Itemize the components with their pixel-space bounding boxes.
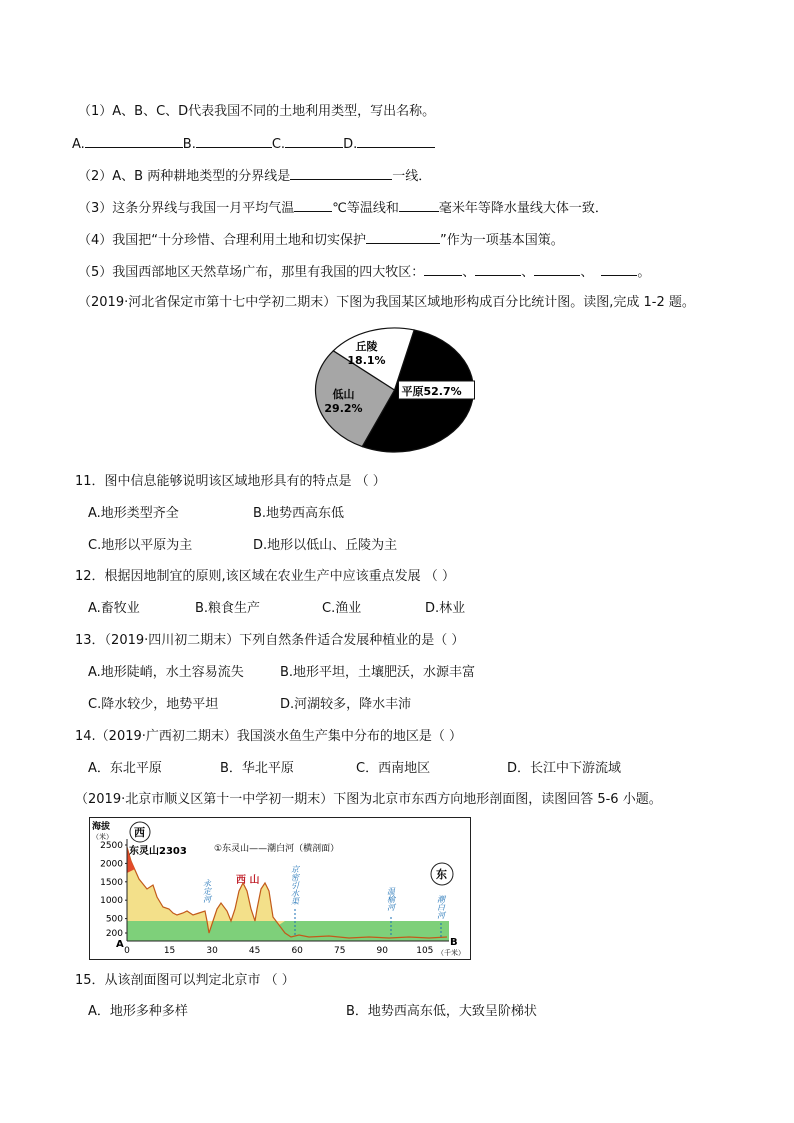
x-tick-label: 75 <box>334 946 346 956</box>
x-tick-label: 30 <box>206 946 218 956</box>
sub5-text: （5）我国西部地区天然草场广布，那里有我国的四大牧区： <box>78 265 425 280</box>
low-mountain-label-value: 29.2% <box>324 402 363 415</box>
q-land-sub1: （1）A、B、C、D代表我国不同的土地利用类型，写出名称。 <box>78 104 436 119</box>
question-stem: 12．根据因地制宜的原则,该区域在农业生产中应该重点发展 （ ） <box>75 569 455 584</box>
option-a[interactable]: A.畜牧业 <box>88 601 140 616</box>
y-tick-label: 1000 <box>100 896 123 907</box>
section-title: ①东灵山——潮白河（横剖面） <box>214 844 340 854</box>
question-stem: 11．图中信息能够说明该区域地形具有的特点是 （ ） <box>75 474 386 489</box>
sub2-tail: 一线． <box>392 169 432 184</box>
option-c[interactable]: C.渔业 <box>322 601 362 616</box>
intro-pie: （2019·河北省保定市第十七中学初二期末）下图为我国某区域地形构成百分比统计图。读图,完成 1-2 题。 <box>78 295 695 310</box>
x-tick-label: 90 <box>376 946 388 956</box>
option-a[interactable]: A．地形多种多样 <box>88 1004 188 1019</box>
option-b[interactable]: B.地形平坦，土壤肥沃，水源丰富 <box>280 665 476 680</box>
answer-a-blank[interactable] <box>85 134 183 148</box>
y-tick-label: 1500 <box>100 877 123 888</box>
label-yongding-river: 永定河 <box>202 879 212 903</box>
q-land-sub1-answers <box>72 134 435 154</box>
terrain-pie-chart <box>312 326 477 456</box>
west-label: 西 <box>134 826 145 839</box>
sub4-text: （4）我国把“十分珍惜、合理利用土地和切实保护 <box>78 233 367 248</box>
sub3-text: （3）这条分界线与我国一月平均气温 <box>78 201 295 216</box>
sub5-end: 。 <box>637 265 651 280</box>
east-label: 东 <box>436 868 447 881</box>
option-b[interactable]: B．华北平原 <box>220 761 294 776</box>
terrain-profile-diagram <box>89 817 471 960</box>
option-d[interactable]: D.林业 <box>425 601 466 616</box>
q-land-sub5 <box>78 262 650 282</box>
sub3-blank-rain[interactable] <box>399 198 439 212</box>
peak-label: 东灵山2303 <box>129 846 187 857</box>
option-c[interactable]: C.地形以平原为主 <box>88 538 193 553</box>
option-a[interactable]: A.地形类型齐全 <box>88 506 179 521</box>
answer-c-label: C. <box>271 137 286 152</box>
sub5-blank-3[interactable] <box>534 262 580 276</box>
option-c[interactable]: C．西南地区 <box>356 761 431 776</box>
option-c[interactable]: C.降水较少，地势平坦 <box>88 697 219 712</box>
y-tick-label: 2000 <box>100 859 123 870</box>
y-tick-label: 200 <box>105 929 123 939</box>
question-stem: 15．从该剖面图可以判定北京市 （ ） <box>75 973 295 988</box>
answer-a-label: A. <box>72 137 85 152</box>
sub5-sep-2: 、 <box>521 265 535 280</box>
y-tick-label: 2500 <box>100 841 123 851</box>
sub5-blank-4[interactable] <box>601 262 637 276</box>
sub5-sep-3: 、 <box>580 265 594 280</box>
sub5-blank-2[interactable] <box>475 262 521 276</box>
low-mountain-label-title: 低山 <box>332 388 355 401</box>
x-tick-label: 0 <box>124 946 130 956</box>
sub4-tail: ”作为一项基本国策。 <box>440 233 564 248</box>
label-chaobai-river: 潮白河 <box>436 895 446 919</box>
sub5-sep-1: 、 <box>462 265 476 280</box>
answer-b-blank[interactable] <box>196 134 272 148</box>
answer-d-label: D. <box>343 137 358 152</box>
option-d[interactable]: D．长江中下游流域 <box>507 761 622 776</box>
sub3-blank-temp[interactable] <box>294 198 332 212</box>
sub2-blank[interactable] <box>290 166 392 180</box>
x-axis-unit: （千米） <box>437 949 465 957</box>
option-a[interactable]: A．东北平原 <box>88 761 162 776</box>
sub3-mid: ℃等温线和 <box>332 201 399 216</box>
y-tick-label: 500 <box>105 914 123 925</box>
hill-label-title: 丘陵 <box>355 340 378 353</box>
hill-label-value: 18.1% <box>347 354 386 367</box>
y-axis-unit: （米） <box>92 833 113 841</box>
point-b-label: B <box>450 937 458 948</box>
x-tick-label: 105 <box>416 946 434 956</box>
x-tick-label: 60 <box>291 946 303 956</box>
q-land-sub2 <box>78 166 431 186</box>
answer-c-blank[interactable] <box>285 134 343 148</box>
option-b[interactable]: B.地势西高东低 <box>253 506 345 521</box>
label-wenyu-river: 温榆河 <box>386 887 396 911</box>
plain-label: 平原52.7% <box>401 385 462 398</box>
point-a-label: A <box>116 939 124 950</box>
label-jingmi-canal: 京密引水渠 <box>290 865 300 905</box>
x-tick-label: 15 <box>163 946 176 956</box>
option-b[interactable]: B．地势西高东低，大致呈阶梯状 <box>346 1004 537 1019</box>
x-tick-label: 45 <box>248 946 261 956</box>
option-d[interactable]: D.地形以低山、丘陵为主 <box>253 538 398 553</box>
q-land-sub3 <box>78 198 608 218</box>
intro-profile: （2019·北京市顺义区第十一中学初一期末）下图为北京市东西方向地形剖面图，读图回答 5-6 小题。 <box>75 792 662 807</box>
option-b[interactable]: B.粮食生产 <box>195 601 261 616</box>
sub3-tail: 毫米年等降水量线大体一致． <box>438 201 608 216</box>
sub5-blank-1[interactable] <box>424 262 462 276</box>
y-axis-title: 海拔 <box>92 822 111 832</box>
answer-b-label: B. <box>182 137 196 152</box>
question-stem: 13．（2019·四川初二期末）下列自然条件适合发展种植业的是（ ） <box>75 633 465 648</box>
q-land-sub4 <box>78 230 564 250</box>
label-xishan: 西 山 <box>236 875 260 886</box>
sub4-blank[interactable] <box>366 230 440 244</box>
option-a[interactable]: A.地形陡峭，水土容易流失 <box>88 665 244 680</box>
answer-d-blank[interactable] <box>357 134 435 148</box>
sub2-text: （2）A、B 两种耕地类型的分界线是 <box>78 169 291 184</box>
option-d[interactable]: D.河湖较多，降水丰沛 <box>280 697 412 712</box>
question-stem: 14.（2019·广西初二期末）我国淡水鱼生产集中分布的地区是（ ） <box>75 729 463 744</box>
